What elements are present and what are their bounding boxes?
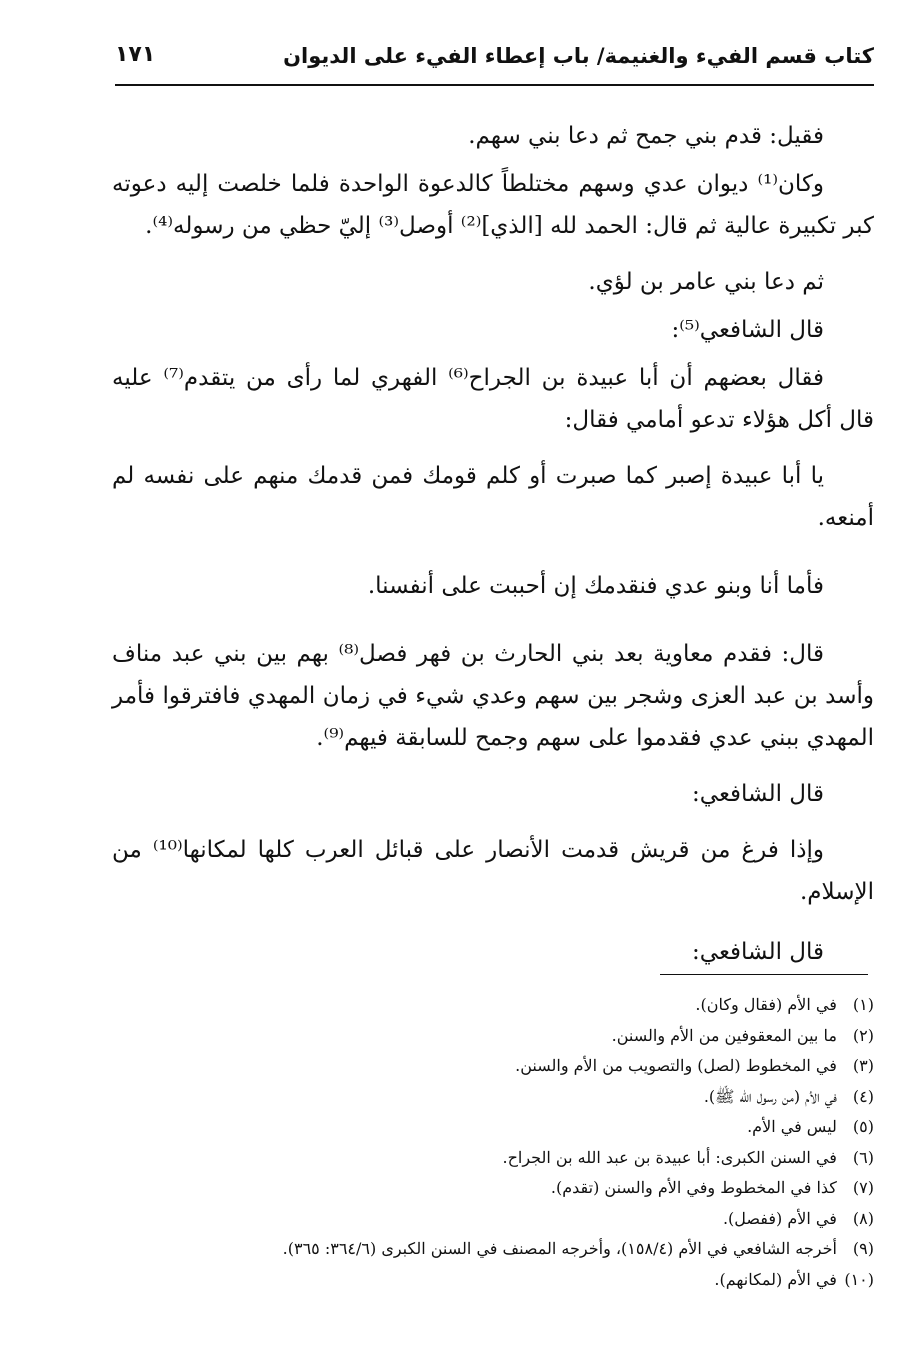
footnote-number: (٩) <box>852 1239 874 1258</box>
footnote-item <box>150 1173 874 1204</box>
paragraph: وإذا فرغ من قريش قدمت الأنصار على قبائل العرب كلها لمكانها⁽¹⁰⁾ من الإسلام. <box>112 837 874 905</box>
footnote-text: في الأم (من رسول الله ﷺ). <box>703 1086 837 1106</box>
paragraph: فقيل: قدم بني جمح ثم دعا بني سهم. <box>468 123 824 149</box>
footnote-item <box>150 1051 874 1082</box>
paragraph: قال: فقدم معاوية بعد بني الحارث بن فهر فصل⁽⁸⁾ بهم بين بني عبد مناف وأسد بن عبد العزى وشجر بين سهم وعدي شيء في زمان المهدي فافترقوا فأمر المهدي ببني عدي فقدموا على سهم وجمح للسابقة فيهم⁽⁹⁾. <box>112 641 874 751</box>
footnote-text: في الأم (ففصل). <box>722 1208 837 1228</box>
footnote-item <box>150 1204 874 1235</box>
main-text <box>112 115 874 987</box>
footnote-divider <box>660 974 868 975</box>
footnote-text: في الأم (فقال وكان). <box>695 995 837 1014</box>
footnote-number: (٣) <box>852 1056 874 1075</box>
footnote-text: ليس في الأم. <box>747 1117 837 1136</box>
paragraph: قال الشافعي⁽⁵⁾: <box>671 317 824 343</box>
footnote-item <box>150 1234 874 1265</box>
footnote-number: (١٠) <box>844 1269 874 1289</box>
footnote-item <box>150 990 874 1021</box>
running-header <box>115 36 874 86</box>
footnote-text: في السنن الكبرى: أبا عبيدة بن عبد الله بن الجراح. <box>502 1147 837 1167</box>
footnote-text: في الأم (لمكانهم). <box>714 1269 837 1289</box>
footnote-text: أخرجه الشافعي في الأم (١٥٨/٤)، وأخرجه المصنف في السنن الكبرى (٣٦٤/٦: ٣٦٥). <box>282 1239 837 1258</box>
footnote-number: (٨) <box>852 1208 874 1228</box>
paragraph: فقال بعضهم أن أبا عبيدة بن الجراح⁽⁶⁾ الفهري لما رأى من يتقدم⁽⁷⁾ عليه قال أكل هؤلاء تدعو أمامي فقال: <box>112 365 874 433</box>
footnote-item <box>150 1021 874 1052</box>
footnote-number: (٢) <box>852 1025 874 1045</box>
page-number: ١٧١ <box>115 42 156 67</box>
footnote-number: (١) <box>852 995 874 1014</box>
footnote-item <box>150 1265 874 1296</box>
footnote-item <box>150 1143 874 1174</box>
header-divider <box>115 84 874 86</box>
footnote-number: (٥) <box>852 1117 874 1136</box>
paragraph: ثم دعا بني عامر بن لؤي. <box>588 269 824 295</box>
footnotes <box>150 990 874 1295</box>
header-title: كتاب قسم الفيء والغنيمة/ باب إعطاء الفيء على الديوان <box>283 44 874 68</box>
footnote-text: كذا في المخطوط وفي الأم والسنن (تقدم). <box>550 1178 837 1197</box>
paragraph: وكان⁽¹⁾ ديوان عدي وسهم مختلطاً كالدعوة الواحدة فلما خلصت إليه دعوته كبر تكبيرة عالية ثم قال: الحمد لله [الذي]⁽²⁾ أوصل⁽³⁾ إليّ حظي من رسوله⁽⁴⁾. <box>112 171 874 239</box>
footnote-text: ما بين المعقوفين من الأم والسنن. <box>611 1025 837 1045</box>
paragraph: فأما أنا وبنو عدي فنقدمك إن أحببت على أنفسنا. <box>367 573 824 599</box>
paragraph: قال الشافعي: <box>692 781 824 807</box>
paragraph: يا أبا عبيدة إصبر كما صبرت أو كلم قومك فمن قدمك منهم على نفسه لم أمنعه. <box>112 463 874 531</box>
footnote-text: في المخطوط (لصل) والتصويب من الأم والسنن. <box>515 1056 837 1075</box>
footnote-item <box>150 1082 874 1113</box>
paragraph: قال الشافعي: <box>692 939 824 965</box>
footnote-number: (٤) <box>852 1086 874 1106</box>
footnote-item <box>150 1112 874 1143</box>
footnote-number: (٧) <box>852 1178 874 1197</box>
footnote-number: (٦) <box>852 1147 874 1167</box>
